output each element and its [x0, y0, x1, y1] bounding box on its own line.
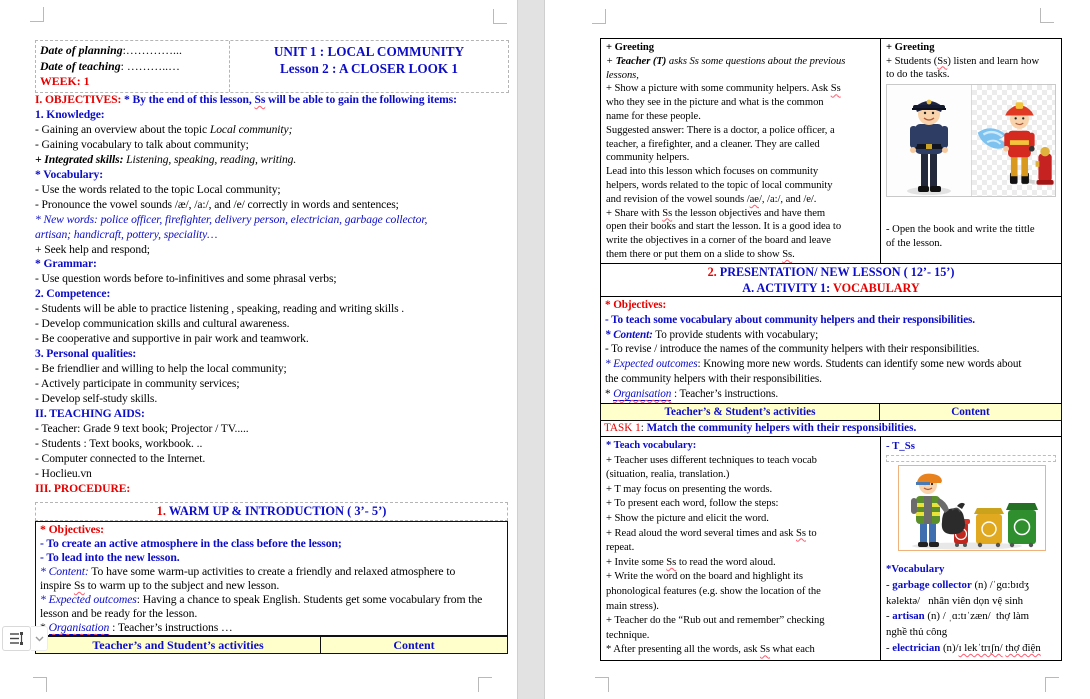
text-run: Date of planning: [40, 43, 123, 57]
text-line: [606, 483, 875, 498]
text-run: technique.: [606, 629, 650, 641]
text-run: who they see in the picture and what is the common: [606, 97, 824, 109]
text-line: [35, 213, 513, 228]
text-run: + Teacher do the “Rub out and remember” checking: [606, 615, 825, 627]
text-line: [35, 287, 513, 302]
text-run: them there or put them on a slide to show: [606, 248, 783, 260]
text-run: to do the tasks.: [886, 69, 950, 81]
text-run: /, /a:/, and /e/.: [758, 193, 817, 205]
text-line: [606, 643, 875, 658]
text-run: (n) / ˌɑ:tɪˈzæn/ thợ làm: [924, 610, 1030, 623]
text-line: [601, 264, 1061, 280]
text-run: - To lead into the new lesson.: [40, 551, 180, 564]
text-line: [886, 578, 1056, 594]
text-run: - Develop communication skills and cultural awareness.: [35, 317, 290, 331]
text-run: * Teach vocabulary:: [606, 440, 697, 451]
text-run: + To present each word, follow the steps:: [606, 498, 779, 510]
text-line: [35, 437, 513, 452]
text-run: I. OBJECTIVES:: [35, 93, 125, 106]
text-line: [40, 43, 225, 59]
text-line: [40, 74, 225, 90]
text-run: * Objectives:: [40, 523, 104, 536]
text-line: [606, 193, 875, 207]
text-line: [35, 317, 513, 332]
text-run: to read the word aloud.: [676, 556, 776, 568]
text-line: [606, 82, 875, 96]
text-line: [35, 198, 513, 213]
text-run: Ss: [796, 527, 806, 539]
text-line: [35, 153, 513, 168]
text-run: Suggested answer: There is a doctor, a police officer, a: [606, 124, 835, 136]
text-line: [886, 68, 1056, 82]
text-run: + Write the word on the board and highlight its: [606, 571, 803, 583]
text-line: [606, 468, 875, 483]
text-run: - Computer connected to the Internet.: [35, 451, 206, 465]
greeting-table: [600, 38, 1062, 264]
text-run: open their books and start the lesson. It is a good idea to: [606, 221, 842, 233]
text-run: + Greeting: [886, 42, 935, 53]
text-line: [40, 621, 503, 635]
text-run: * Content:: [605, 328, 653, 341]
text-run: -: [886, 641, 893, 654]
text-run: (n)/: [940, 641, 959, 654]
warmup-objectives-cell: [35, 521, 508, 636]
text-run: community helpers.: [606, 152, 690, 164]
text-line: [606, 527, 875, 542]
text-run: asks Ss some questions about the previous: [666, 55, 846, 67]
text-run: garbage collector: [892, 578, 972, 591]
text-run: * Grammar:: [35, 257, 97, 271]
text-line: [606, 69, 875, 83]
text-run: Local community;: [209, 122, 293, 136]
activity1-objectives-cell: [600, 297, 1062, 404]
text-line: [886, 609, 1056, 625]
text-run: Ss: [254, 93, 266, 106]
text-run: * Expected outcomes: [605, 358, 698, 371]
text-run: Organisation: [613, 387, 672, 400]
crop-mark: [595, 677, 609, 692]
text-line: [886, 223, 1056, 237]
text-line: [601, 280, 1061, 296]
crop-mark: [30, 7, 44, 22]
text-line: [606, 454, 875, 469]
text-run: Ss: [830, 83, 841, 95]
canvas-floating-control: [2, 626, 48, 651]
text-run: phonological features (e.g. show the location of the: [606, 585, 821, 597]
text-run: to: [805, 527, 817, 539]
text-run: ) listen and learn how: [947, 55, 1040, 67]
text-line: [35, 302, 513, 317]
text-line: [606, 234, 875, 248]
text-run: - Actively participate in community services;: [35, 377, 240, 391]
text-line: [605, 313, 1057, 328]
text-line: [35, 257, 513, 272]
activity1-activities-column-header: Teacher’s & Student’s activities: [601, 404, 880, 420]
crop-mark: [33, 677, 47, 692]
text-run: the lesson objectives and have them: [672, 207, 826, 219]
text-run: + Share with: [606, 207, 663, 219]
text-line: [605, 328, 1057, 343]
text-line: [886, 594, 1056, 610]
text-run: to warm up to the subject and new lesson.: [84, 579, 280, 592]
text-run: 3. Personal qualities:: [35, 347, 137, 361]
text-run: - Open the book and write the tittle: [886, 224, 1035, 236]
text-run: *Vocabulary: [886, 563, 945, 575]
text-run: - Students : Text books, workbook. ..: [35, 436, 203, 450]
text-line: [604, 421, 1058, 436]
text-run: * After presenting all the words, ask: [606, 644, 761, 656]
greeting-teacher-cell: [601, 39, 881, 263]
text-run: + Seek help and respond;: [35, 242, 150, 256]
text-run: electrician: [892, 641, 941, 654]
text-run: * By the end of this lesson,: [124, 93, 255, 106]
text-line: [35, 123, 513, 138]
text-run: Ss: [73, 579, 85, 592]
text-line: [606, 248, 875, 262]
garbage-collector-illustration: [902, 470, 1042, 550]
text-run: of the lesson.: [886, 237, 943, 249]
text-run: - Use question words before to-infinitives and some phrasal verbs;: [35, 272, 337, 286]
crop-mark: [592, 9, 606, 24]
crop-mark: [493, 9, 507, 24]
paragraph-frame-button[interactable]: [2, 626, 31, 651]
text-run: Match the community helpers with their responsibilities.: [646, 422, 917, 434]
text-run: - To teach some vocabulary about community helpers and their responsibilities.: [605, 313, 976, 326]
activity1-column-header-row: [600, 404, 1062, 421]
text-line: [40, 59, 225, 75]
text-run: artisan: [892, 610, 925, 623]
text-line: [606, 165, 875, 179]
text-run: - Hoclieu.vn: [35, 466, 92, 480]
text-line: [606, 541, 875, 556]
text-run: 1. Knowledge:: [35, 107, 105, 121]
text-line: [606, 220, 875, 234]
text-run: 2.: [707, 265, 717, 279]
text-line: [886, 439, 1056, 453]
police-officer-illustration: [898, 92, 960, 196]
activity1-content-cell: [881, 437, 1061, 660]
firefighter-image: [972, 85, 1056, 196]
text-line: [40, 565, 503, 579]
text-line: [605, 342, 1057, 357]
text-run: + Greeting: [606, 42, 654, 53]
text-run: -: [886, 610, 893, 623]
text-run: 1.: [156, 504, 166, 518]
text-run: * Objectives:: [605, 299, 667, 311]
paragraph-frame-icon: [9, 632, 24, 645]
header-title-cell: [230, 41, 508, 92]
text-run: (n) /ˈgɑ:bɪdʒ: [971, 578, 1029, 591]
firefighter-illustration: [972, 92, 1056, 196]
text-run: nghề thủ công: [886, 626, 948, 639]
garbage-collector-image: [898, 465, 1046, 551]
text-run: Ss: [666, 556, 677, 568]
text-run: kəlektə/ nhân viên dọn vệ sinh: [886, 594, 1024, 607]
text-run: + Invite some: [606, 556, 667, 568]
text-line: [606, 179, 875, 193]
text-run: VOCABULARY: [833, 281, 920, 296]
page-1: [0, 0, 517, 699]
text-line: [606, 138, 875, 152]
text-run: : Knowing more new words. Students can identify some new words about: [697, 358, 1022, 371]
text-line: [606, 439, 875, 454]
text-run: Ss: [937, 55, 948, 67]
warmup-section-title: [35, 502, 508, 521]
community-helpers-image-box: [886, 84, 1056, 197]
text-line: [35, 108, 513, 123]
teach-vocabulary-cell: [601, 437, 881, 660]
lesson-title: Lesson 2 : A CLOSER LOOK 1: [279, 60, 459, 76]
text-line: [35, 422, 513, 437]
text-run: will be able to gain the following items:: [265, 93, 457, 106]
text-line: [40, 579, 503, 593]
activity1-body-row: [600, 437, 1062, 661]
text-run: artisan; handicraft, pottery, speciality…: [35, 227, 218, 241]
text-run: WARM UP & INTRODUCTION ( 3’- 5’): [165, 504, 387, 518]
text-run: Teacher (T): [615, 55, 667, 67]
text-line: [605, 387, 1057, 402]
text-run: - Gaining vocabulary to talk about community;: [35, 137, 249, 151]
text-line: [35, 168, 513, 183]
text-run: Lead into this lesson which focuses on community: [606, 166, 819, 178]
task1-row: [600, 421, 1062, 437]
objectives-section: [35, 93, 513, 497]
text-run: Ss: [760, 644, 770, 656]
text-line: [36, 503, 507, 520]
text-line: [606, 497, 875, 512]
text-line: [35, 377, 513, 392]
text-line: [606, 600, 875, 615]
text-run: - Students will be able to practice listening , speaking, reading and writing skills .: [35, 302, 405, 316]
vocabulary-list: [886, 562, 1056, 657]
text-run: - Be cooperative and supportive in pair work and teamwork.: [35, 332, 309, 346]
crop-mark: [478, 677, 492, 692]
text-run: -: [886, 578, 893, 591]
text-run: - Be friendlier and willing to help the local community;: [35, 362, 287, 376]
header-dates-cell: [36, 41, 230, 92]
text-run: ɪ lekˈtrɪʃn/: [958, 641, 1003, 654]
text-line: [35, 138, 513, 153]
crop-mark: [1045, 677, 1059, 692]
text-run: WEEK: 1: [40, 74, 90, 89]
text-run: * Expected outcomes: [40, 593, 137, 606]
text-line: [886, 641, 1056, 657]
text-run: .: [792, 248, 795, 260]
text-line: [35, 93, 513, 108]
warmup-column-header-row: [35, 636, 508, 654]
text-run: : Teacher’s instructions.: [671, 387, 779, 400]
text-run: lessons,: [606, 69, 639, 81]
text-run: teacher, a firefighter, and a cleaner. They are called: [606, 138, 820, 150]
text-line: [606, 96, 875, 110]
text-run: - Develop self-study skills.: [35, 392, 158, 406]
text-run: :…………...: [122, 43, 182, 57]
text-run: - Gaining an overview about the topic: [35, 122, 210, 136]
text-run: TASK 1: [604, 422, 641, 434]
greeting-student-lines: [886, 41, 1056, 82]
text-line: [40, 537, 503, 551]
crop-mark: [1040, 8, 1054, 23]
warmup-content-column-header: Content: [393, 637, 435, 652]
text-run: write the objectives in a corner of the board and leave: [606, 235, 831, 247]
text-line: [606, 110, 875, 124]
text-line: [886, 562, 1056, 578]
activity1-content-column-header: Content: [951, 406, 990, 418]
text-run: * Vocabulary:: [35, 167, 103, 181]
text-line: [35, 392, 513, 407]
unit-title: UNIT 1 : LOCAL COMMUNITY: [273, 44, 465, 59]
text-run: + Read aloud the word several times and ask: [606, 527, 796, 539]
text-line: [605, 298, 1057, 313]
text-line: [35, 243, 513, 258]
text-line: [35, 362, 513, 377]
text-run: + Students (: [886, 55, 938, 67]
text-run: repeat.: [606, 542, 635, 554]
text-line: [606, 151, 875, 165]
text-run: - Teacher: Grade 9 text book; Projector / TV.....: [35, 421, 249, 435]
police-officer-image: [887, 85, 972, 196]
text-run: : Teacher’s instructions …: [109, 621, 233, 634]
text-line: [606, 207, 875, 221]
text-run: A. ACTIVITY 1:: [742, 281, 834, 296]
text-run: +: [606, 55, 616, 67]
text-line: [606, 614, 875, 629]
text-run: 2. Competence:: [35, 287, 111, 301]
text-run: To have some warm-up activities to create a friendly and relaxed atmosphere to: [88, 565, 456, 578]
page-gap: [517, 0, 545, 699]
chevron-down-icon: [35, 636, 44, 642]
text-line: [35, 183, 513, 198]
text-line: [606, 570, 875, 585]
text-line: [606, 512, 875, 527]
text-line: [35, 482, 513, 497]
text-run: inspire: [40, 579, 74, 592]
text-run: + Show a picture with some community helpers. Ask: [606, 83, 831, 95]
text-run: Date of teaching: [40, 58, 121, 73]
text-run: and revision of the vowel sounds /: [606, 193, 750, 205]
text-line: [886, 55, 1056, 69]
text-run: helpers, words related to the topic of local community: [606, 179, 833, 191]
text-line: [40, 607, 503, 621]
text-run: + T may focus on presenting the words.: [606, 483, 773, 495]
text-line: [40, 523, 503, 537]
greeting-student-caption: [886, 223, 1056, 250]
text-line: [886, 625, 1056, 641]
text-run: + Teacher uses different techniques to teach vocab: [606, 454, 817, 466]
text-line: [606, 556, 875, 571]
text-run: Listening, speaking, reading, writing.: [123, 152, 297, 166]
text-run: - To create an active atmosphere in the class before the lesson;: [40, 537, 342, 550]
text-run: name for these people.: [606, 110, 701, 122]
text-run: + Show the picture and elicit the word.: [606, 512, 769, 524]
greeting-student-cell: [881, 39, 1061, 263]
text-run: - Pronounce the vowel sounds /æ/, /a:/, and /e/ correctly in words and sentences;: [35, 197, 399, 211]
text-line: [606, 124, 875, 138]
lesson-header-table: [35, 40, 509, 93]
text-run: To provide students with vocabulary;: [652, 328, 819, 341]
text-line: [35, 228, 513, 243]
text-line: [35, 347, 513, 362]
text-run: : Having a chance to speak English. Students get some vocabulary from the: [136, 593, 483, 606]
text-run: * New words: police officer, firefighter, delivery person, electrician, garbage collector,: [35, 212, 428, 226]
text-run: : ………..…: [120, 58, 180, 73]
text-line: [886, 41, 1056, 55]
text-run: thợ điện: [1005, 641, 1041, 654]
text-line: [606, 585, 875, 600]
text-run: PRESENTATION/ NEW LESSON ( 12’- 15’): [716, 265, 955, 279]
text-line: [606, 55, 875, 69]
interaction-pattern-label: [886, 439, 1056, 453]
text-run: :: [640, 422, 647, 434]
text-line: [35, 467, 513, 482]
text-run: what each: [769, 644, 815, 656]
text-run: *: [605, 387, 614, 400]
text-run: II. TEACHING AIDS:: [35, 407, 145, 421]
presentation-section-title: [600, 264, 1062, 297]
empty-text-frame: [886, 455, 1056, 462]
text-run: III. PROCEDURE:: [35, 481, 131, 495]
text-run: Ss: [782, 248, 793, 260]
text-run: lesson and be ready for the lesson.: [40, 607, 198, 620]
text-line: [40, 551, 503, 565]
text-run: - T_Ss: [886, 440, 915, 452]
warmup-activities-column-header: Teacher’s and Student’s activities: [36, 637, 321, 653]
text-run: - Use the words related to the topic Local community;: [35, 182, 281, 196]
text-run: Ss: [662, 207, 673, 219]
text-run: - To revise / introduce the names of the community helpers with their responsibilities.: [605, 343, 980, 356]
text-run: Organisation: [48, 621, 110, 634]
text-run: (situation, realia, translation.): [606, 469, 730, 481]
text-run: the community helpers with their responsibilities.: [605, 372, 822, 385]
text-line: [886, 237, 1056, 251]
text-line: [35, 452, 513, 467]
text-line: [40, 593, 503, 607]
text-run: + Integrated skills:: [35, 152, 124, 166]
text-line: [35, 272, 513, 287]
text-run: main stress).: [606, 600, 659, 612]
text-line: [606, 41, 875, 55]
text-line: [35, 407, 513, 422]
text-line: [35, 332, 513, 347]
chevron-down-button[interactable]: [31, 626, 48, 651]
text-run: * Content:: [40, 565, 89, 578]
text-line: [606, 629, 875, 644]
text-line: [605, 357, 1057, 372]
text-line: [605, 372, 1057, 387]
text-run: ae: [749, 193, 759, 205]
